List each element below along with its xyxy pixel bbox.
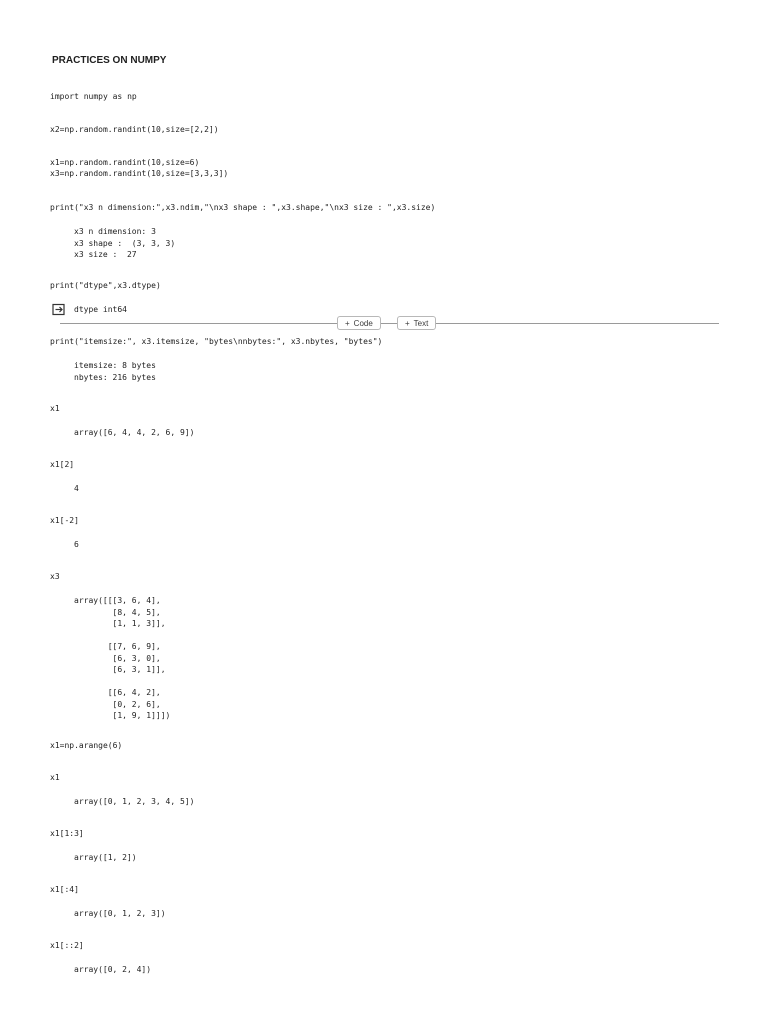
cell-output-slice-step-2: array([0, 2, 4]) [74,965,152,974]
cell-output-x3: array([[[3, 6, 4], [8, 4, 5], [1, 1, 3]], [[7, 6, 9], [6, 3, 0], [6, 3, 1]], [[6, 4, 2], [0, 2, 6], [1, 9, 1]]]) [74,596,171,720]
code-cell-x1-x3[interactable]: x1=np.random.randint(10,size=6) x3=np.random.randint(10,size=[3,3,3]) [50,158,229,178]
code-cell-x3[interactable]: x3 [50,572,60,581]
add-text-button[interactable] [397,316,436,330]
code-cell-print-shape[interactable]: print("x3 n dimension:",x3.ndim,"\nx3 shape : ",x3.shape,"\nx3 size : ",x3.size) [50,203,436,212]
cell-output-x1-arange: array([0, 1, 2, 3, 4, 5]) [74,797,195,806]
code-cell-arange[interactable]: x1=np.arange(6) [50,741,123,750]
add-text-label: Text [413,319,429,328]
code-cell-slice-step-2[interactable]: x1[::2] [50,941,84,950]
code-cell-x2[interactable]: x2=np.random.randint(10,size=[2,2]) [50,125,219,134]
cell-output-x1-index-neg2: 6 [74,540,79,549]
add-code-label: Code [353,319,373,328]
cell-output-x1-index-2: 4 [74,484,79,493]
output-redirect-icon[interactable] [52,303,66,316]
add-code-button[interactable] [337,316,381,330]
page-title [52,55,166,66]
code-cell-import[interactable]: import numpy as np [50,92,137,101]
code-cell-slice-1-3[interactable]: x1[1:3] [50,829,84,838]
title-bold: NUMPY [130,55,167,66]
title-prefix: PRACTICES ON [52,55,131,66]
code-cell-x1-index-neg2[interactable]: x1[-2] [50,516,79,525]
cell-output-shape: x3 n dimension: 3 x3 shape : (3, 3, 3) x3 size : 27 [74,227,176,259]
code-cell-x1-index-2[interactable]: x1[2] [50,460,75,469]
code-cell-x1[interactable]: x1 [50,404,60,413]
code-cell-slice-4[interactable]: x1[:4] [50,885,79,894]
code-cell-print-itemsize[interactable]: print("itemsize:", x3.itemsize, "bytes\nnbytes:", x3.nbytes, "bytes") [50,337,383,346]
cell-output-slice-4: array([0, 1, 2, 3]) [74,909,166,918]
cell-output-dtype: dtype int64 [74,305,127,314]
cell-divider [60,323,719,324]
code-cell-print-dtype[interactable]: print("dtype",x3.dtype) [50,281,161,290]
cell-output-itemsize: itemsize: 8 bytes nbytes: 216 bytes [74,361,156,382]
code-cell-x1-arange[interactable]: x1 [50,773,60,782]
cell-output-slice-1-3: array([1, 2]) [74,853,137,862]
plus-icon: + [345,319,350,328]
cell-output-x1: array([6, 4, 4, 2, 6, 9]) [74,428,195,437]
plus-icon: + [405,319,410,328]
